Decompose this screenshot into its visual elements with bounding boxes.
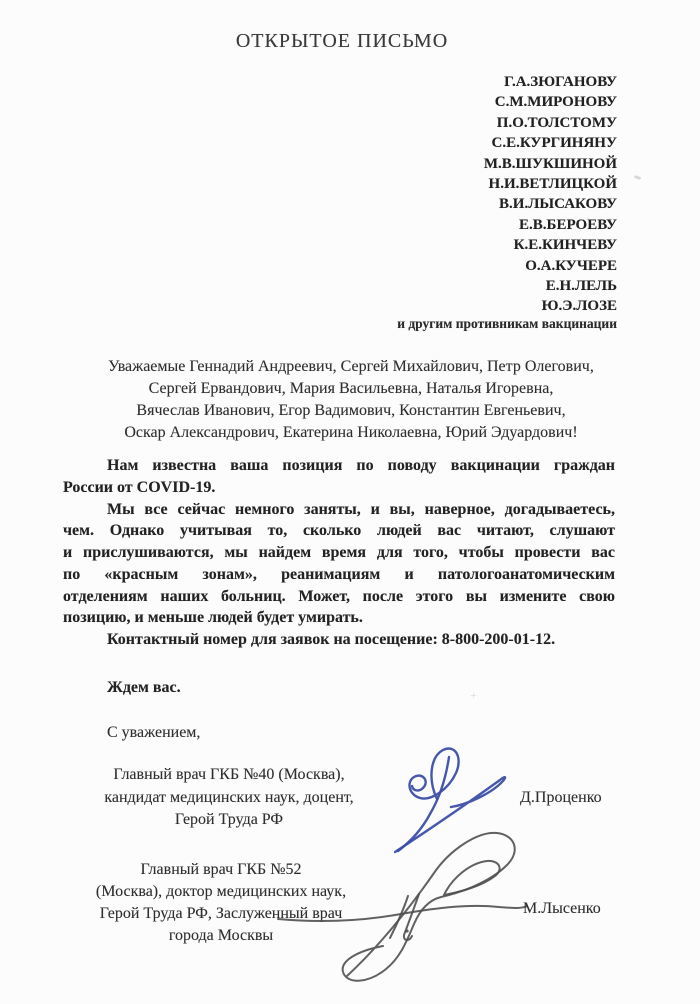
addressee: П.О.ТОЛСТОМУ xyxy=(496,114,617,131)
body-line: по «красным зонам», реанимациям и патологоанатомическим xyxy=(63,565,615,583)
addressee: О.А.КУЧЕРЕ xyxy=(525,257,617,274)
addressee: Н.И.ВЕТЛИЦКОЙ xyxy=(488,176,617,193)
signatory-role-line: (Москва), доктор медицинских наук, xyxy=(95,883,347,900)
signatory-role-line: Главный врач ГКБ №40 (Москва), xyxy=(113,766,345,783)
scan-artifact-mark: + xyxy=(470,688,477,702)
contact-line: Контактный номер для заявок на посещение: 8-800-200-01-12. xyxy=(107,631,556,648)
letter-title: ОТКРЫТОЕ ПИСЬМО xyxy=(235,30,449,52)
letter-body xyxy=(63,455,615,651)
salutation xyxy=(41,356,661,444)
addressee: М.В.ШУКШИНОЙ xyxy=(483,155,617,172)
signatory-name-lysenko: М.Лысенко xyxy=(523,900,601,917)
body-line: позицию, и меньше людей будет умирать. xyxy=(63,609,363,627)
closing-regards: С уважением, xyxy=(107,724,201,741)
body-line: и прислушиваются, мы найдем время для того, чтобы провести вас xyxy=(63,544,615,561)
signatory-role-line: Герой Труда РФ, Заслуженный врач xyxy=(99,905,343,922)
addressee: К.Е.КИНЧЕВУ xyxy=(513,237,617,254)
signatory-role-line: Главный врач ГКБ №52 xyxy=(140,861,302,878)
body-line: Мы все сейчас немного заняты, и вы, наверное, догадываетесь, xyxy=(107,500,615,518)
signatory-role-line: города Москвы xyxy=(168,927,274,944)
addressee-list xyxy=(484,72,617,317)
closing-wait: Ждем вас. xyxy=(107,679,181,696)
signature-stroke xyxy=(444,861,500,895)
signature-ink-dot xyxy=(405,929,408,932)
salutation-line: Вячеслав Иванович, Егор Вадимович, Константин Евгеньевич, xyxy=(136,402,566,419)
body-line: Нам известна ваша позиция по поводу вакцинации граждан xyxy=(107,457,615,474)
addressee: С.Е.КУРГИНЯНУ xyxy=(491,135,617,152)
salutation-line: Сергей Ервандович, Мария Васильевна, Наталья Игоревна, xyxy=(148,380,554,397)
addressee-footer: и другим противникам вакцинации xyxy=(397,316,617,331)
body-line: чем. Однако учитывая то, сколько людей вас читают, слушают xyxy=(63,522,615,540)
signatory-role-line: Герой Труда РФ xyxy=(174,811,284,828)
signatory-role-line: кандидат медицинских наук, доцент, xyxy=(104,788,354,806)
addressee: Е.Н.ЛЕЛЬ xyxy=(545,278,617,295)
signature-stroke xyxy=(409,749,458,799)
addressee: В.И.ЛЫСАКОВУ xyxy=(499,196,617,213)
addressee: С.М.МИРОНОВУ xyxy=(494,94,617,111)
scan-artifact-tick xyxy=(634,175,642,180)
salutation-line: Уважаемые Геннадий Андреевич, Сергей Михайлович, Петр Олегович, xyxy=(108,358,594,375)
signatory-name-protsenko: Д.Проценко xyxy=(520,789,602,806)
addressee: Г.А.ЗЮГАНОВУ xyxy=(504,74,617,90)
addressee: Е.В.БЕРОЕВУ xyxy=(519,216,617,233)
body-line: России от COVID-19. xyxy=(63,478,216,496)
salutation-line: Оскар Александрович, Екатерина Николаевна, Юрий Эдуардович! xyxy=(124,424,578,441)
addressee: Ю.Э.ЛОЗЕ xyxy=(541,298,617,315)
body-line: отделениям наших больниц. Может, после этого вы измените свою xyxy=(63,587,615,605)
